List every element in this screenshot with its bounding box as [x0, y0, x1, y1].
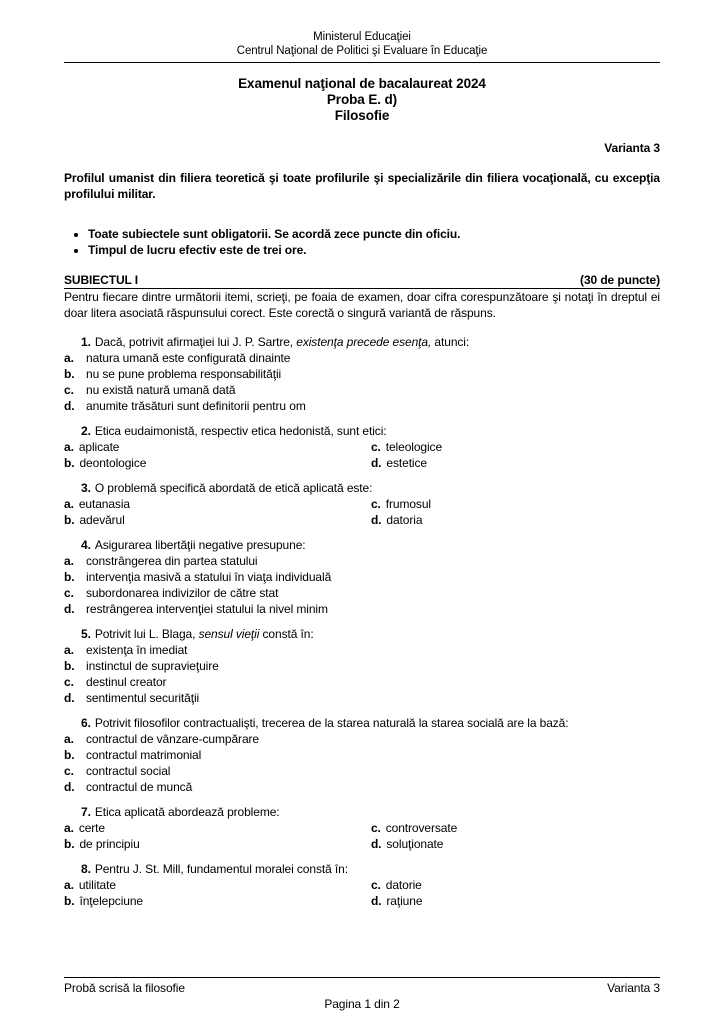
profile-note: Profilul umanist din filiera teoretică şi toate profilurile şi specializările din filiera vocaţională, cu excepţia profilului militar.	[64, 171, 660, 201]
option-text: soluţionate	[386, 837, 444, 851]
question-number: 2.	[81, 424, 91, 438]
option-text: subordonarea indivizilor de către stat	[86, 586, 279, 600]
variant-label: Varianta 3	[604, 141, 660, 155]
answer-option	[64, 455, 371, 471]
option-letter: b.	[64, 837, 75, 851]
option-letter: b.	[64, 748, 75, 762]
question-number: 4.	[81, 538, 91, 552]
option-letter: b.	[64, 570, 75, 584]
answer-option	[64, 585, 660, 601]
question-text	[64, 804, 660, 820]
page-number: Pagina 1 din 2	[324, 997, 400, 1011]
option-letter: d.	[370, 513, 382, 527]
answer-option	[371, 877, 660, 893]
instructions-list	[64, 226, 660, 258]
answer-option	[64, 350, 660, 366]
option-text: natura umană este configurată dinainte	[86, 351, 291, 365]
answer-option	[64, 690, 660, 706]
question-options	[64, 731, 660, 795]
option-letter: d.	[64, 602, 75, 616]
option-letter: b.	[64, 894, 75, 908]
answer-option	[64, 779, 660, 795]
option-text: destinul creator	[86, 675, 167, 689]
answer-option	[64, 763, 660, 779]
option-letter: c.	[370, 878, 381, 892]
question-text	[64, 537, 660, 553]
option-letter: d.	[370, 837, 382, 851]
question-text-post: atunci:	[431, 335, 470, 349]
question-options	[64, 877, 660, 909]
answer-option	[64, 820, 371, 836]
answer-option	[64, 658, 660, 674]
exam-subject: Filosofie	[334, 108, 390, 123]
option-letter: a.	[64, 732, 74, 746]
exam-title: Examenul naţional de bacalaureat 2024	[238, 76, 486, 91]
option-text: datoria	[386, 513, 423, 527]
question-number: 8.	[81, 862, 91, 876]
question	[64, 804, 660, 852]
option-letter: a.	[64, 351, 74, 365]
answer-option	[64, 366, 660, 382]
option-text: teleologice	[385, 440, 443, 454]
option-letter: d.	[64, 780, 75, 794]
question-text	[64, 480, 660, 496]
instruction-item: • Toate subiectele sunt obligatorii. Se acordă zece puncte din oficiu.	[88, 226, 660, 242]
question-text	[64, 334, 660, 350]
option-letter: c.	[64, 383, 74, 397]
question	[64, 715, 660, 795]
option-letter: a.	[64, 554, 74, 568]
option-letter: c.	[64, 586, 74, 600]
question-number: 7.	[81, 805, 91, 819]
option-letter: d.	[370, 894, 382, 908]
section-intro: Pentru fiecare dintre următorii itemi, scrieţi, pe foaia de examen, doar cifra corespunzătoare şi notaţi în dreptul ei doar litera asociată răspunsului corect. Este corectă o singură variantă de răspuns.	[64, 290, 660, 320]
option-text: nu există natură umană dată	[86, 383, 236, 397]
option-letter: a.	[64, 643, 74, 657]
answer-option	[64, 674, 660, 690]
answer-option	[64, 601, 660, 617]
question	[64, 423, 660, 471]
option-text: controversate	[385, 821, 458, 835]
option-text: adevărul	[79, 513, 125, 527]
option-text: contractul social	[86, 764, 171, 778]
question-text-pre: Potrivit lui L. Blaga,	[94, 627, 199, 641]
answer-option	[371, 496, 660, 512]
question	[64, 861, 660, 909]
answer-option	[64, 836, 371, 852]
answer-option	[64, 382, 660, 398]
option-text: intervenţia masivă a statului în viaţa individuală	[86, 570, 332, 584]
option-text: sentimentul securităţii	[86, 691, 200, 705]
answer-option	[64, 893, 371, 909]
option-letter: d.	[370, 456, 382, 470]
questions	[64, 325, 660, 909]
option-letter: b.	[64, 659, 75, 673]
question-number: 1.	[81, 335, 91, 349]
answer-option	[64, 496, 371, 512]
option-letter: d.	[64, 399, 75, 413]
footer-divider	[64, 977, 660, 978]
answer-option	[371, 893, 660, 909]
option-text: anumite trăsături sunt definitorii pentru om	[86, 399, 306, 413]
document-header	[64, 30, 660, 63]
question-text-pre: Dacă, potrivit afirmaţiei lui J. P. Sartre,	[94, 335, 297, 349]
answer-option	[64, 439, 371, 455]
question-text-pre: O problemă specifică abordată de etică aplicată este:	[94, 481, 373, 495]
option-letter: c.	[64, 675, 74, 689]
option-text: deontologice	[79, 456, 147, 470]
question-options	[64, 439, 660, 471]
answer-option	[64, 512, 371, 528]
question	[64, 537, 660, 617]
question-text	[64, 861, 660, 877]
question	[64, 626, 660, 706]
question-text-pre: Pentru J. St. Mill, fundamentul moralei constă în:	[94, 862, 348, 876]
question	[64, 334, 660, 414]
option-letter: b.	[64, 513, 75, 527]
answer-option	[64, 747, 660, 763]
answer-option	[64, 731, 660, 747]
option-letter: c.	[370, 497, 381, 511]
option-text: instinctul de supravieţuire	[86, 659, 219, 673]
answer-option	[64, 877, 371, 893]
option-letter: d.	[64, 691, 75, 705]
question-text-pre: Potrivit filosofilor contractualişti, trecerea de la starea naturală la starea socială are la bază:	[94, 716, 569, 730]
option-text: frumosul	[385, 497, 431, 511]
option-text: contractul de muncă	[86, 780, 193, 794]
option-letter: c.	[64, 764, 74, 778]
option-text: aplicate	[78, 440, 120, 454]
answer-option	[371, 820, 660, 836]
question-text-pre: Etica aplicată abordează probleme:	[94, 805, 280, 819]
option-text: certe	[78, 821, 105, 835]
question-text	[64, 423, 660, 439]
option-text: înţelepciune	[79, 894, 143, 908]
question-options	[64, 553, 660, 617]
answer-option	[371, 455, 660, 471]
option-letter: a.	[64, 440, 74, 454]
title-block	[64, 76, 660, 124]
answer-option	[64, 569, 660, 585]
header-divider	[64, 62, 660, 63]
option-text: de principiu	[79, 837, 140, 851]
option-letter: b.	[64, 456, 75, 470]
option-text: eutanasia	[78, 497, 130, 511]
option-text: contractul matrimonial	[86, 748, 202, 762]
footer-row	[64, 980, 660, 996]
question-number: 5.	[81, 627, 91, 641]
option-text: constrângerea din partea statului	[86, 554, 258, 568]
answer-option	[371, 836, 660, 852]
question-text	[64, 715, 660, 731]
question-text-post: constă în:	[259, 627, 314, 641]
answer-option	[64, 553, 660, 569]
option-letter: b.	[64, 367, 75, 381]
question-number: 6.	[81, 716, 91, 730]
section-heading	[64, 272, 660, 289]
exam-proba: Proba E. d)	[326, 92, 398, 107]
question-options	[64, 820, 660, 852]
answer-option	[64, 642, 660, 658]
question-options	[64, 642, 660, 706]
question-text-italic: existenţa precede esenţa,	[296, 335, 432, 349]
option-text: utilitate	[78, 878, 116, 892]
answer-option	[64, 398, 660, 414]
ministry-name: Ministerul Educaţiei	[313, 31, 411, 43]
footer-exam-name: Probă scrisă la filosofie	[64, 981, 185, 995]
option-letter: a.	[64, 878, 74, 892]
option-text: estetice	[386, 456, 427, 470]
option-text: nu se pune problema responsabilităţii	[86, 367, 282, 381]
question-text-pre: Etica eudaimonistă, respectiv etica hedonistă, sunt etici:	[94, 424, 387, 438]
answer-option	[371, 439, 660, 455]
option-text: existenţa în imediat	[86, 643, 188, 657]
option-text: datorie	[385, 878, 422, 892]
footer-variant: Varianta 3	[607, 981, 660, 995]
option-text: contractul de vânzare-cumpărare	[86, 732, 259, 746]
section-title: SUBIECTUL I	[64, 273, 139, 287]
option-text: raţiune	[386, 894, 423, 908]
question	[64, 480, 660, 528]
option-letter: a.	[64, 497, 74, 511]
question-text	[64, 626, 660, 642]
question-options	[64, 350, 660, 414]
question-text-italic: sensul vieţii	[198, 627, 260, 641]
document-footer	[64, 967, 660, 1012]
option-letter: c.	[370, 821, 381, 835]
question-options	[64, 496, 660, 528]
instruction-item: • Timpul de lucru efectiv este de trei ore.	[88, 242, 660, 258]
answer-option	[371, 512, 660, 528]
question-text-pre: Asigurarea libertăţii negative presupune:	[94, 538, 306, 552]
option-text: restrângerea intervenţiei statului la nivel minim	[86, 602, 328, 616]
option-letter: c.	[370, 440, 381, 454]
option-letter: a.	[64, 821, 74, 835]
center-name: Centrul Naţional de Politici şi Evaluare în Educaţie	[236, 45, 488, 57]
section-points: (30 de puncte)	[580, 273, 660, 287]
question-number: 3.	[81, 481, 91, 495]
